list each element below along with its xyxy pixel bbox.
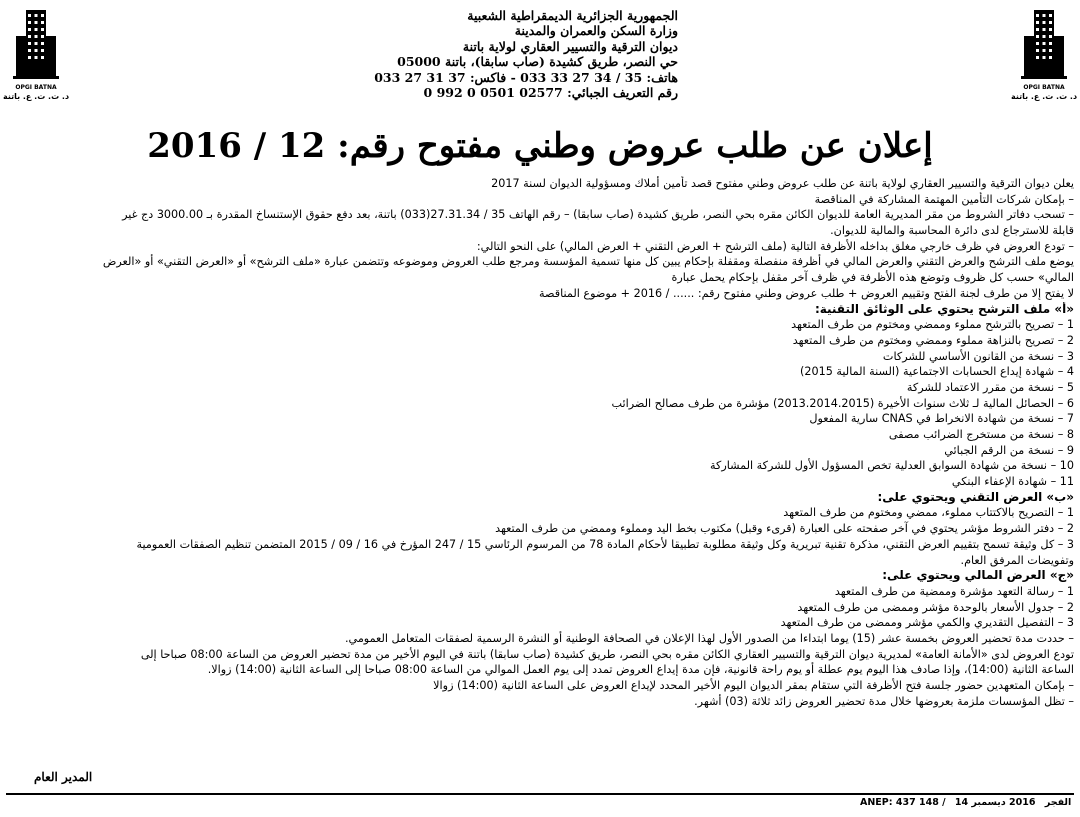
logo-initials: د. ت. ت. ع. باتنة — [1010, 92, 1078, 101]
section-heading: «ج» العرض المالي ويحتوي على: — [882, 568, 1074, 583]
body-line: وتفويضات المرفق العام. — [960, 553, 1074, 567]
signature: المدير العام — [34, 770, 93, 784]
body-line: 8 – نسخة من مستخرج الضرائب مصفى — [888, 428, 1074, 441]
newspaper-name: الفجر — [1044, 797, 1072, 808]
header-line: ديوان الترقية والتسيير العقاري لولاية باتنة — [462, 38, 678, 54]
building-logo-icon — [1021, 6, 1067, 84]
body-line: لا يفتح إلا من طرف لجنة الفتح وتقييم العروض + طلب عروض وطني مفتوح رقم: ...... / 2016 + موضوع المناقصة — [539, 286, 1074, 300]
body-line: قابلة للاسترجاع لدى دائرة المحاسبة والمالية للديوان. — [830, 224, 1074, 238]
body-line: تودع العروض لدى «الأمانة العامة» لمديرية ديوان الترقية والتسيير العقاري الكائن مقره بحي النصر، طريق كشيدة (صاب سابقا) باتنة في اليوم الأخير من مدة تحضير العروض من الساعة 08:00 صباحا إلى — [140, 647, 1074, 661]
body-line: 2 – دفتر الشروط مؤشر يحتوي في آخر صفحته على العبارة (قرىء وقبل) مكتوب بخط اليد ومملوء وممضي من طرف المتعهد — [495, 522, 1074, 536]
header-line: الجمهورية الجزائرية الديمقراطية الشعبية — [467, 8, 678, 23]
body-line: 3 – التفصيل التقديري والكمي مؤشر وممضى من طرف المتعهد — [780, 616, 1074, 630]
announcement-body — [6, 176, 1074, 709]
building-logo-icon — [13, 6, 59, 84]
body-line: 10 – نسخة من شهادة السوابق العدلية تخص المسؤول الأول للشركة المشاركة — [710, 459, 1074, 473]
body-line: 1 – تصريح بالترشح مملوء وممضي ومختوم من طرف المتعهد — [791, 318, 1074, 332]
body-line: المالي» حسب كل ظروف وتوضع هذه الأظرفة في ظرف آخر مقفل بإحكام يحمل عبارة — [671, 271, 1074, 285]
body-line: – تسحب دفاتر الشروط من مقر المديرية العامة للديوان الكائن مقره بحي النصر، طريق كشيدة (صاب سابقا) – رقم الهاتف 35 / 27.31.34(033) باتنة، بعد دفع حقوق الإستنساخ المقدرة بـ 3000.00 دج غير — [122, 208, 1074, 222]
body-line: 3 – نسخة من القانون الأساسي للشركات — [882, 349, 1074, 363]
header-line: وزارة السكن والعمران والمدينة — [514, 23, 678, 39]
footer-divider — [6, 793, 1074, 795]
opgi-logo-left — [2, 6, 70, 110]
publication-footer — [860, 797, 1077, 808]
body-line: – بإمكان شركات التأمين المهتمة المشاركة في المناقصة — [814, 192, 1074, 206]
body-line: 1 – التصريح بالاكتتاب مملوء، ممضي ومختوم من طرف المتعهد — [783, 506, 1074, 520]
publication-date: 2016 ديسمبر 14 — [954, 797, 1036, 808]
announcement-title: إعلان عن طلب عروض وطني مفتوح رقم: 12 / 2016 — [147, 126, 933, 166]
body-line: يعلن ديوان الترقية والتسيير العقاري لولاية باتنة عن طلب عروض وطني مفتوح قصد تأمين أملاك ومسؤولية الديوان لسنة 2017 — [491, 177, 1074, 190]
section-heading: «أ» ملف الترشح يحتوي على الوثائق التقنية: — [814, 301, 1074, 316]
body-line: 11 – شهادة الإعفاء البنكي — [951, 475, 1074, 489]
body-line: 2 – جدول الأسعار بالوحدة مؤشر وممضى من طرف المتعهد — [797, 600, 1074, 614]
header-line: حي النصر، طريق كشيدة (صاب سابقا)، باتنة 05000 — [397, 54, 678, 70]
letterhead — [258, 8, 678, 100]
body-line: 2 – تصريح بالنزاهة مملوء وممضي ومختوم من طرف المتعهد — [792, 333, 1074, 347]
logo-code: OPGI BATNA — [1023, 84, 1065, 91]
logo-initials: د. ت. ت. ع. باتنة — [2, 92, 70, 101]
body-line: 9 – نسخة من الرقم الجبائي — [944, 443, 1074, 457]
body-line: الساعة الثانية (14:00)، وإذا صادف هذا اليوم يوم عطلة أو يوم راحة قانونية، فإن مدة إيداع العروض تمدد إلى يوم العمل الموالي من الساعة 08:00 صباحا إلى الساعة الثانية (14:00) زوالا. — [207, 663, 1074, 677]
body-line: 5 – نسخة من مقرر الاعتماد للشركة — [906, 380, 1074, 394]
body-line: يوضع ملف الترشح والعرض التقني والعرض المالي في أظرفة منفصلة ومقفلة بإحكام يبين كل منها تسمية المؤسسة ومرجع طلب العروض وموضوعه وتتضمن عبارة «ملف الترشح» أو «العرض التقني» أو «العرض — [102, 255, 1074, 269]
anep-reference: ANEP: 437 148 / — [860, 797, 946, 808]
header-line: هاتف: 35 / 34 27 33 033 - فاكس: 37 31 27 033 — [374, 69, 678, 85]
logo-code: OPGI BATNA — [15, 84, 57, 91]
body-line: – بإمكان المتعهدين حضور جلسة فتح الأظرفة التي ستقام بمقر الديوان اليوم الأخير المحدد لإيداع العروض على الساعة الثانية (14:00) زوالا — [433, 679, 1074, 692]
body-line: 1 – رسالة التعهد مؤشرة وممضية من طرف المتعهد — [834, 584, 1074, 598]
opgi-logo-right — [1010, 6, 1078, 110]
body-line: – تودع العروض في ظرف خارجي مغلق بداخله الأظرفة التالية (ملف الترشح + العرض التقني + العرض المالي) على النحو التالي: — [476, 239, 1074, 253]
section-heading: «ب» العرض التقني ويحتوي على: — [877, 489, 1074, 504]
body-line: 6 – الحصائل المالية لـ ثلاث سنوات الأخيرة (2013.2014.2015) مؤشرة من طرف مصالح الضرائب — [611, 396, 1074, 410]
body-line: 4 – شهادة إيداع الحسابات الاجتماعية (السنة المالية 2015) — [800, 365, 1074, 379]
body-line: 3 – كل وثيقة تسمح بتقييم العرض التقني، مذكرة تقنية تبريرية وكل وثيقة مطلوبة تطبيقا لأحكام المادة 78 من المرسوم الرئاسي 15 / 247 المؤرخ في 16 / 09 / 2015 المتضمن تنظيم الصفقات العمومية — [136, 537, 1074, 551]
header-line: رقم التعريف الجبائي: 02577 0501 0 992 0 — [423, 84, 678, 100]
body-line: 7 – نسخة من شهادة الانخراط في CNAS سارية المفعول — [809, 412, 1074, 426]
body-line: – حددت مدة تحضير العروض بخمسة عشر (15) يوما ابتداءا من الصدور الأول لهذا الإعلان في الصحافة الوطنية أو النشرة الرسمية لصفقات المتعامل العمومي. — [344, 631, 1074, 645]
body-line: – تظل المؤسسات ملزمة بعروضها خلال مدة تحضير العروض زائد ثلاثة (03) أشهر. — [694, 694, 1074, 708]
